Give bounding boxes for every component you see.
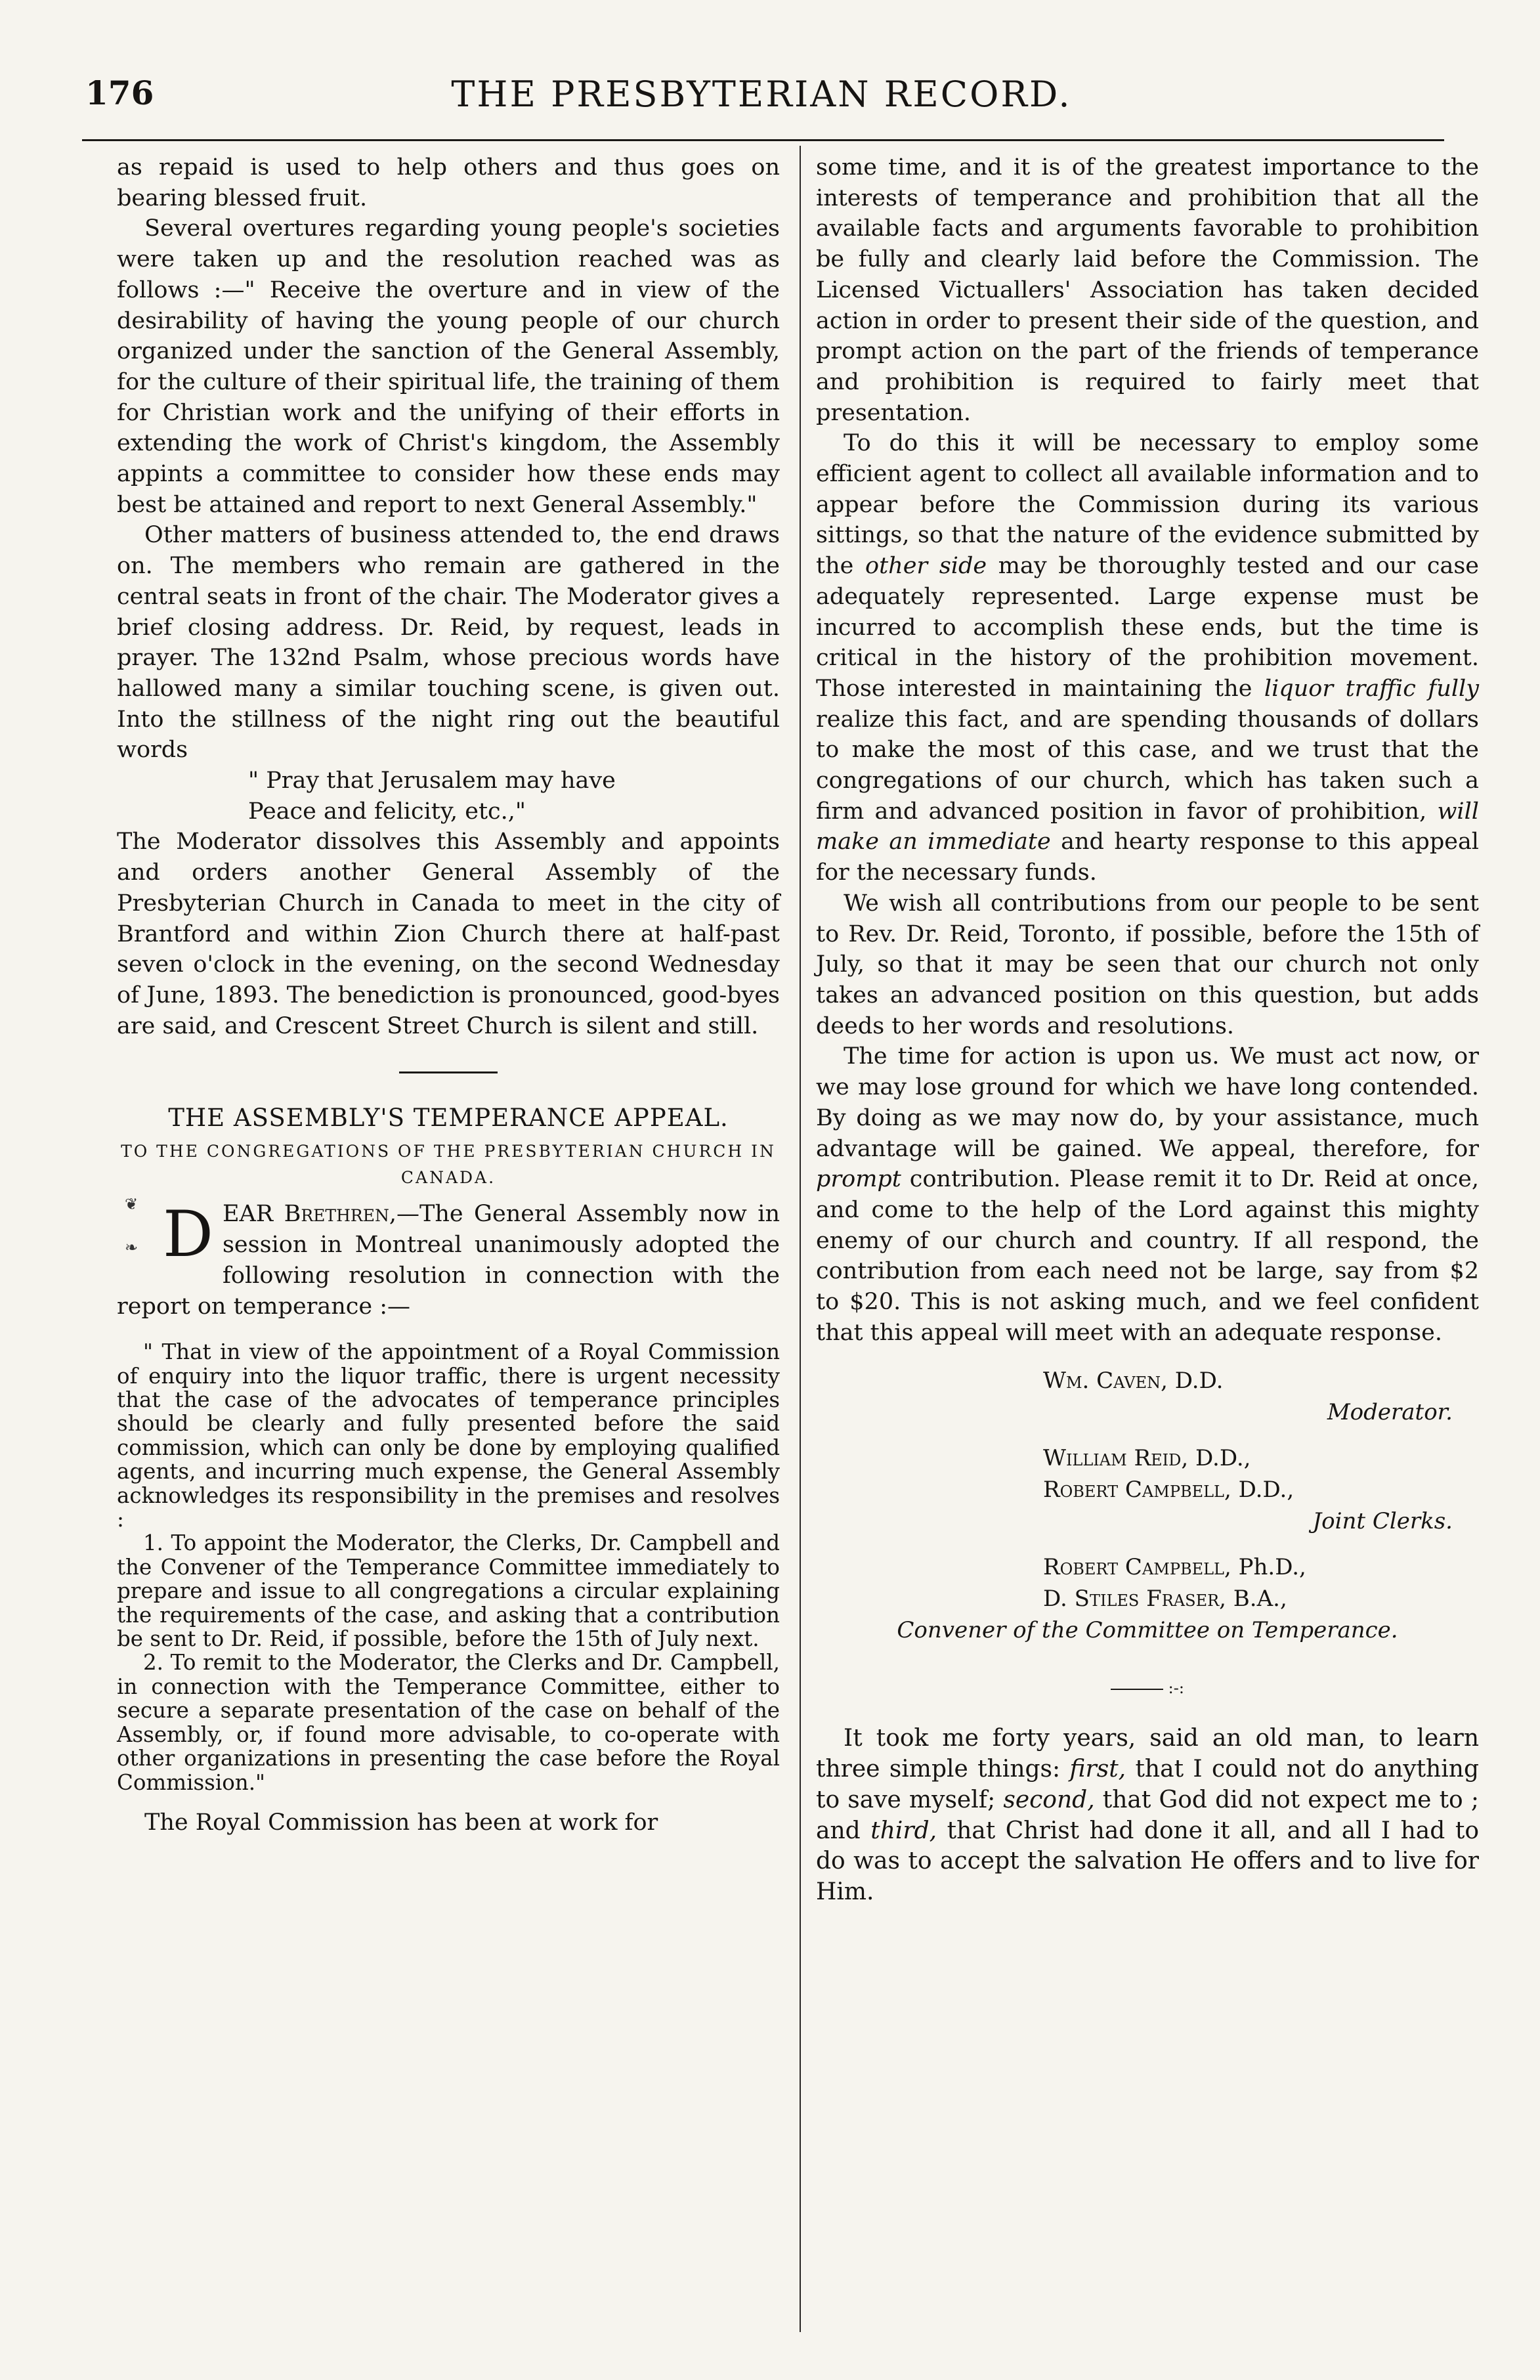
resolution-quote: " That in view of the appointment of a Royal Commission of enquiry into the liquor traffic, there is urgent necessity that the case of the advocates of temperance principles should be clearly and fully presented before the said commission, which can only be done by employing qualified agents, and incurring much expense, the General Assembly acknowledges its responsibility in the premises and resolves : [117, 1339, 780, 1532]
italic-run: prompt [816, 1166, 901, 1193]
signatory [816, 1583, 1479, 1614]
page-number: 176 [85, 74, 154, 112]
text-run: may be thoroughly tested and our case adequately represented. Large expense must be incurred to accomplish these ends, but the time is critical in the history of the prohibition movement. Those interested in maintaining the [816, 553, 1480, 702]
text-run: The time for action is upon us. We must act now, or we may lose ground for which we have long contended. By doing as we may now do, by your assistance, much advantage will be gained. We appeal, therefore, for [816, 1043, 1479, 1162]
signatory-degree: D.D., [1231, 1477, 1294, 1504]
lead-paragraph [117, 1199, 780, 1322]
salutation-smallcaps: Brethren, [284, 1201, 396, 1228]
signatory-role: Convener of the Committee on Temperance. [897, 1617, 1398, 1644]
resolution-item: 1. To appoint the Moderator, the Clerks, Dr. Campbell and the Convener of the Temperance Committee immediately to prepare and issue to all congregations a circular explaining the requirements of the case, and asking that a contribution be sent to Dr. Reid, if possible, before the 15th of July next. [117, 1530, 780, 1652]
salutation-block [117, 1195, 780, 1322]
text-run: realize this fact, and are spending thousands of dollars to make the most of this case, and we trust that the congregations of our church, which has taken such a firm and advanced position in favor of prohibition, [816, 706, 1479, 825]
ornament-icon: ❦ [125, 1195, 139, 1214]
paragraph: some time, and it is of the greatest importance to the interests of temperance and prohibition that all the available facts and arguments favorable to prohibition be fully and clearly laid before the Commission. The Licensed Victuallers' Association has taken decided action in order to present their side of the question, and prompt action on the part of the friends of temperance and prohibition is required to fairly meet that presentation. [816, 154, 1479, 426]
signatory-name: Robert Campbell, [1043, 1554, 1231, 1581]
salutation-word: EAR [222, 1201, 274, 1228]
divider-mark: :-: [1168, 1679, 1184, 1698]
lead-text: —The General Assembly now in session in Montreal unanimously adopted the following resolution in connection with the report on temperance :— [117, 1201, 780, 1320]
italic-run: first, [1069, 1756, 1126, 1783]
ornament-icon: ❧ [125, 1238, 139, 1257]
italic-run: liquor traffic fully [1264, 675, 1479, 702]
signatory [816, 1442, 1479, 1474]
signatory-role: Moderator. [1327, 1399, 1453, 1426]
signatory-degree: B.A., [1226, 1586, 1287, 1612]
running-title: THE PRESBYTERIAN RECORD. [451, 74, 1072, 115]
text-run: To do this it will be necessary to employ some efficient agent to collect all available information and to appear before the Commission during its various sittings, so that the nature of the evidence submitted by the [816, 430, 1479, 580]
column-divider [800, 146, 801, 2332]
text-run: It took me forty years, said an old man, to learn three simple things: [816, 1725, 1479, 1783]
section-subtitle: TO THE CONGREGATIONS OF THE PRESBYTERIAN CHURCH IN CANADA. [121, 1142, 776, 1188]
italic-run: will make an immediate [816, 798, 1479, 855]
paragraph: We wish all contributions from our people to be sent to Rev. Dr. Reid, Toronto, if possible, before the 15th of July, so that it may be seen that our church not only takes an advanced position on this question, but adds deeds to her words and resolutions. [816, 890, 1479, 1039]
signatory-name: Wm. Caven, [1043, 1368, 1168, 1395]
signatory-group [816, 1442, 1479, 1537]
right-column [816, 152, 1479, 1908]
text-run: and hearty response to this appeal for the necessary funds. [816, 829, 1479, 886]
paragraph: as repaid is used to help others and thus goes on bearing blessed fruit. [117, 154, 780, 211]
section-rule [399, 1071, 498, 1073]
page-header [85, 74, 1438, 126]
paragraph [816, 428, 1479, 888]
signature-block [816, 1365, 1479, 1646]
paragraph: Several overtures regarding young people's societies were taken up and the resolution reached was as follows :—" Receive the overture and in view of the desirability of having the young people of our church organized under the sanction of the General Assembly, for the culture of their spiritual life, the training of them for Christian work and the unifying of their efforts in extending the work of Christ's kingdom, the Assembly appints a committee to consider how these ends may best be attained and report to next General Assembly." [117, 215, 780, 518]
signatory-name: William Reid, [1043, 1445, 1189, 1472]
italic-run: other side [865, 553, 987, 580]
section-title: THE ASSEMBLY'S TEMPERANCE APPEAL. [168, 1104, 729, 1133]
closing-paragraph [816, 1723, 1479, 1907]
section-divider [816, 1679, 1479, 1697]
paragraph [816, 1041, 1479, 1348]
text-run: contribution. Please remit it to Dr. Reid at once, and come to the help of the Lord against this mighty enemy of our church and country. If all respond, the contribution from each need not be large, say from $2 to $20. This is not asking much, and we feel confident that this appeal will meet with an adequate response. [816, 1166, 1479, 1346]
signatory [816, 1474, 1479, 1505]
drop-cap: D [163, 1198, 213, 1272]
left-column [117, 152, 780, 1838]
italic-run: second, [1003, 1786, 1095, 1813]
signatory-name: D. Stiles Fraser, [1043, 1586, 1226, 1612]
paragraph: Other matters of business attended to, the end draws on. The members who remain are gathered in the central seats in front of the chair. The Moderator gives a brief closing address. Dr. Reid, by request, leads in prayer. The 132nd Psalm, whose precious words have hallowed many a similar touching scene, is given out. Into the stillness of the night ring out the beautiful words [117, 522, 780, 764]
signatory-group [816, 1551, 1479, 1646]
signatory-degree: D.D., [1188, 1445, 1251, 1472]
signatory-name: Robert Campbell, [1043, 1477, 1231, 1504]
signatory [816, 1365, 1479, 1396]
signatory [816, 1551, 1479, 1583]
signatory-role: Joint Clerks. [1312, 1508, 1453, 1535]
text-run: that God did not expect me to ; and [816, 1786, 1479, 1844]
divider-line [1111, 1689, 1163, 1690]
italic-run: third, [870, 1817, 937, 1844]
paragraph: The Moderator dissolves this Assembly and appoints and orders another General Assembly of the Presbyterian Church in Canada to meet in the city of Brantford and within Zion Church there at half-past seven o'clock in the evening, on the second Wednesday of June, 1893. The benediction is pronounced, good-byes are said, and Crescent Street Church is silent and still. [117, 829, 780, 1039]
signatory-degree: Ph.D., [1231, 1554, 1306, 1581]
signatory-degree: D.D. [1167, 1368, 1224, 1395]
verse-line: " Pray that Jerusalem may have [248, 768, 616, 794]
verse-line: Peace and felicity, etc.," [248, 798, 526, 825]
text-run: that I could not do anything to save myself; [816, 1756, 1479, 1813]
header-rule [82, 139, 1444, 141]
paragraph: The Royal Commission has been at work for [144, 1809, 658, 1836]
text-run: that Christ had done it all, and all I had to do was to accept the salvation He offers and to live for Him. [816, 1817, 1479, 1905]
resolution-item: 2. To remit to the Moderator, the Clerks and Dr. Campbell, in connection with the Temperance Committee, either to secure a separate presentation of the case on behalf of the Assembly, or, if found more advisable, to co-operate with other organizations in presenting the case before the Royal Commission." [117, 1650, 780, 1795]
